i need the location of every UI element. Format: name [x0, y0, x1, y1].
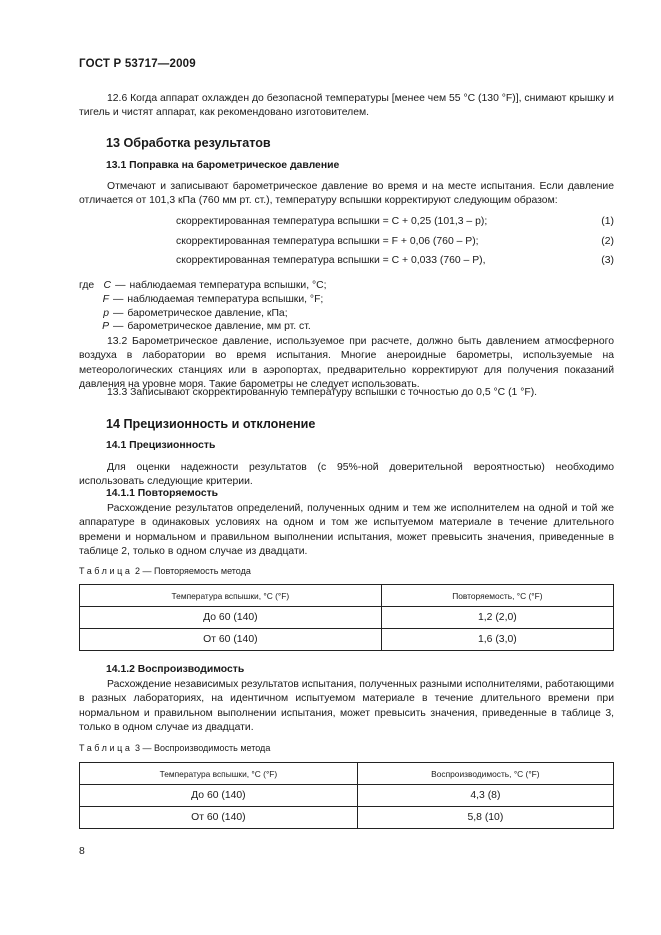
table-caption-text: 2 — Повторяемость метода	[135, 566, 251, 576]
table-header: Температура вспышки, °С (°F)	[80, 763, 358, 785]
definition-row	[79, 321, 311, 332]
section-14-1-2-title: 14.1.2 Воспроизводимость	[106, 664, 245, 675]
formula-3-number: (3)	[601, 255, 614, 266]
definition-dash: —	[113, 294, 124, 305]
definition-dash: —	[115, 280, 126, 291]
definition-symbol: C	[103, 280, 112, 291]
table-cell: До 60 (140)	[80, 785, 358, 807]
table-row	[80, 629, 614, 651]
table-2-caption	[79, 566, 251, 576]
where-label: где	[79, 280, 95, 291]
section-13-title: 13 Обработка результатов	[106, 136, 271, 150]
section-13-1-text: Отмечают и записывают барометрическое давление во время и на месте испытания. Если давление отличается от 101,3 кПа (760 мм рт. ст.), температуру вспышки корректируют следующим образом:	[79, 181, 614, 207]
table-cell: От 60 (140)	[80, 807, 358, 829]
definition-text: наблюдаемая температура вспышки, °С;	[129, 280, 327, 291]
table-header: Температура вспышки, °С (°F)	[80, 585, 382, 607]
section-14-title: 14 Прецизионность и отклонение	[106, 417, 316, 431]
formula-3: скорректированная температура вспышки = C + 0,033 (760 – P),	[176, 255, 486, 266]
formula-1: скорректированная температура вспышки = C + 0,25 (101,3 – p);	[176, 216, 488, 227]
page-number: 8	[79, 846, 85, 857]
document-header: ГОСТ Р 53717—2009	[79, 58, 196, 70]
definition-row	[79, 280, 327, 291]
section-14-1-1-text: Расхождение результатов определений, полученных одним и тем же исполнителем на одной и той же аппаратуре в одинаковых условиях на одном и том же испытуемом материале в течение длительного времени и нормальном и правильном выполнении испытания, может превысить значения, приведенные в таблице 2, только в одном случае из двадцати.	[79, 503, 614, 558]
paragraph-13-3: 13.3 Записывают скорректированную температуру вспышки с точностью до 0,5 °С (1 °F).	[107, 387, 538, 398]
table-header: Воспроизводимость, °С (°F)	[357, 763, 613, 785]
definition-text: наблюдаемая температура вспышки, °F;	[127, 294, 324, 305]
table-row	[80, 785, 614, 807]
table-row	[80, 807, 614, 829]
definition-text: барометрическое давление, мм рт. ст.	[127, 321, 311, 332]
table-cell: 4,3 (8)	[357, 785, 613, 807]
definition-text: барометрическое давление, кПа;	[127, 308, 288, 319]
section-13-1-title: 13.1 Поправка на барометрическое давление	[106, 160, 340, 171]
definition-row	[79, 294, 323, 305]
definition-symbol: P	[102, 321, 109, 332]
table-caption-word: Таблица	[79, 566, 133, 576]
paragraph-12-6: 12.6 Когда аппарат охлажден до безопасной температуры [менее чем 55 °С (130 °F)], снимают крышку и тигель и чистят аппарат, как рекомендовано изготовителем.	[79, 93, 614, 119]
table-cell: 1,2 (2,0)	[381, 607, 613, 629]
table-caption-word: Таблица	[79, 743, 133, 753]
paragraph-13-2: 13.2 Барометрическое давление, используемое при расчете, должно быть давлением атмосферного воздуха в лаборатории во время испытания. Многие анероидные барометры, используемые на метеорологических станциях или в аэропортах, предварительно корректируют для получения показаний давления на уровне моря. Такие барометры не следует использовать.	[79, 336, 614, 391]
table-cell: От 60 (140)	[80, 629, 382, 651]
section-14-1-2-text: Расхождение независимых результатов испытания, полученных разными исполнителями, работающими в разных лабораториях, на идентичном испытуемом материале в течение длительного времени при нормальном и правильном выполнении испытания, может превысить значения, приведенные в таблице 3, только в одном случае из двадцати.	[79, 679, 614, 734]
section-14-1-1-title: 14.1.1 Повторяемость	[106, 488, 219, 499]
definition-dash: —	[113, 308, 124, 319]
table-cell: 5,8 (10)	[357, 807, 613, 829]
table-3-caption	[79, 743, 270, 753]
definition-symbol: p	[103, 308, 109, 319]
table-header: Повторяемость, °С (°F)	[381, 585, 613, 607]
formula-2-number: (2)	[601, 236, 614, 247]
table-row	[80, 607, 614, 629]
definition-dash: —	[113, 321, 124, 332]
formula-1-number: (1)	[601, 216, 614, 227]
table-caption-text: 3 — Воспроизводимость метода	[135, 743, 271, 753]
table-2	[79, 584, 614, 651]
section-14-1-text: Для оценки надежности результатов (с 95%-ной доверительной вероятностью) необходимо использовать следующие критерии.	[79, 462, 614, 488]
definition-row	[79, 308, 288, 319]
formula-2: скорректированная температура вспышки = F + 0,06 (760 – P);	[176, 236, 479, 247]
table-cell: 1,6 (3,0)	[381, 629, 613, 651]
table-3	[79, 762, 614, 829]
table-cell: До 60 (140)	[80, 607, 382, 629]
section-14-1-title: 14.1 Прецизионность	[106, 440, 216, 451]
definition-symbol: F	[102, 294, 109, 305]
